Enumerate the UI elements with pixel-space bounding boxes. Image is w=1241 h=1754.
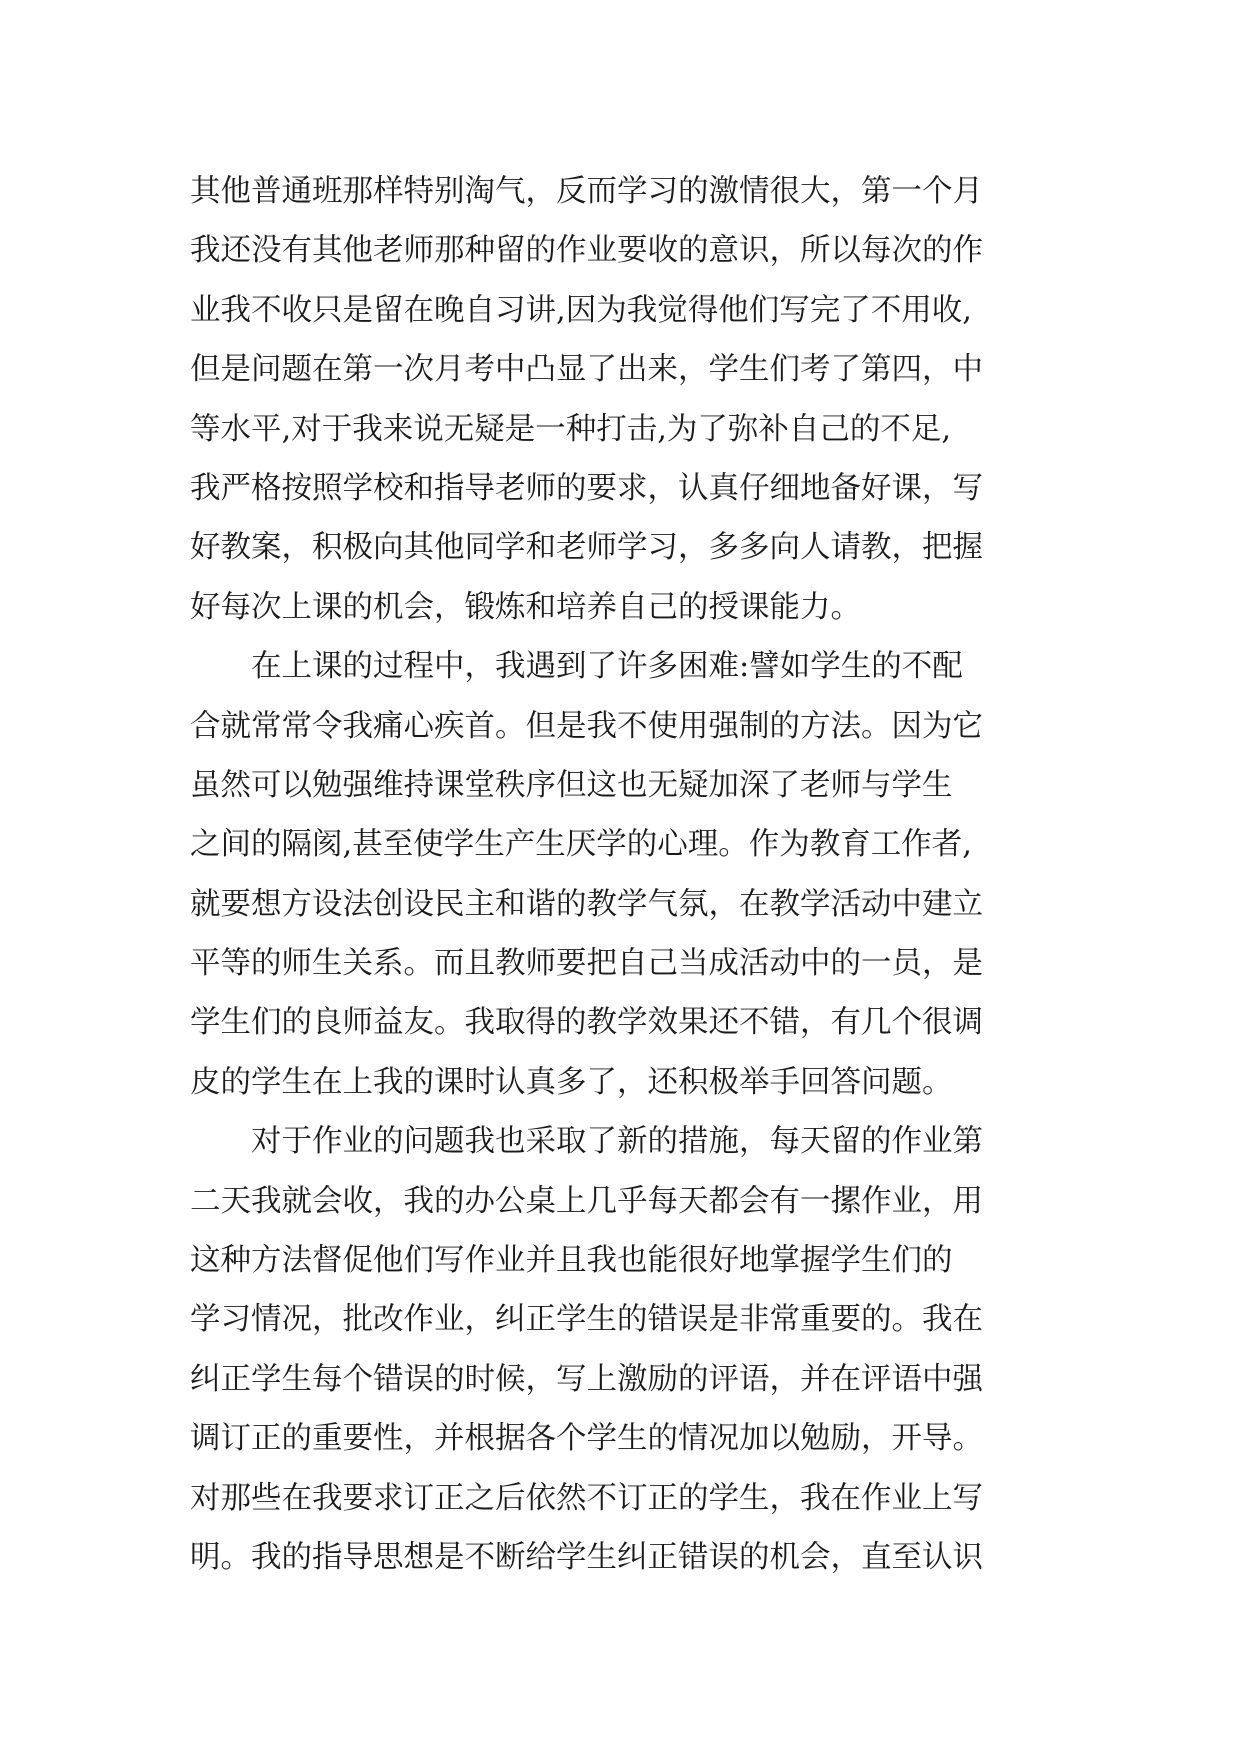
text-line: 对于作业的问题我也采取了新的措施，每天留的作业第 (190, 1124, 983, 1160)
text-line: 纠正学生每个错误的时候，写上激励的评语，并在评语中强 (190, 1361, 983, 1397)
text-line: 我还没有其他老师那种留的作业要收的意识，所以每次的作 (190, 233, 983, 269)
text-line: 皮的学生在上我的课时认真多了，还积极举手回答问题。 (190, 1064, 953, 1100)
text-line: 在上课的过程中，我遇到了许多困难:譬如学生的不配 (190, 649, 963, 685)
text-line: 这种方法督促他们写作业并且我也能很好地掌握学生们的 (190, 1243, 953, 1279)
text-line: 二天我就会收，我的办公桌上几乎每天都会有一摞作业，用 (190, 1183, 983, 1219)
text-line: 学习情况，批改作业，纠正学生的错误是非常重要的。我在 (190, 1302, 983, 1338)
text-line: 好教案，积极向其他同学和老师学习，多多向人请教，把握 (190, 530, 983, 566)
text-line: 虽然可以勉强维持课堂秩序但这也无疑加深了老师与学生 (190, 767, 953, 803)
text-line: 明。我的指导思想是不断给学生纠正错误的机会，直至认识 (190, 1539, 983, 1575)
text-line: 好每次上课的机会，锻炼和培养自己的授课能力。 (190, 589, 861, 625)
text-line: 学生们的良师益友。我取得的教学效果还不错，有几个很调 (190, 1005, 983, 1041)
text-line: 就要想方设法创设民主和谐的教学气氛，在教学活动中建立 (190, 886, 983, 922)
text-line: 之间的隔阂,甚至使学生产生厌学的心理。作为教育工作者, (190, 827, 972, 863)
text-line: 等水平,对于我来说无疑是一种打击,为了弥补自己的不足, (190, 411, 952, 447)
body-text (190, 162, 1070, 1587)
text-line: 合就常常令我痛心疾首。但是我不使用强制的方法。因为它 (190, 708, 983, 744)
text-line: 我严格按照学校和指导老师的要求，认真仔细地备好课，写 (190, 470, 983, 506)
text-line: 但是问题在第一次月考中凸显了出来，学生们考了第四，中 (190, 352, 983, 388)
text-line: 平等的师生关系。而且教师要把自己当成活动中的一员，是 (190, 946, 983, 982)
text-line: 调订正的重要性，并根据各个学生的情况加以勉励，开导。 (190, 1421, 983, 1457)
text-line: 业我不收只是留在晚自习讲,因为我觉得他们写完了不用收, (190, 292, 972, 328)
text-line: 其他普通班那样特别淘气，反而学习的激情很大，第一个月 (190, 174, 983, 209)
text-line: 对那些在我要求订正之后依然不订正的学生，我在作业上写 (190, 1480, 983, 1516)
